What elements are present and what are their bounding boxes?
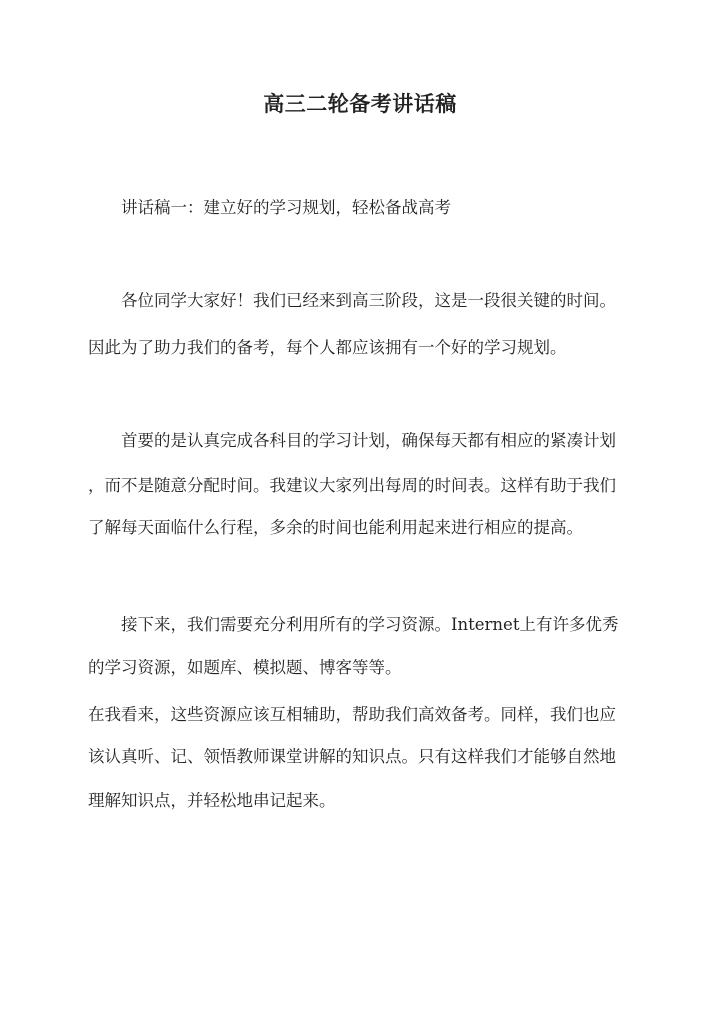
paragraph-line: 该认真听、记、领悟教师课堂讲解的知识点。只有这样我们才能够自然地 [88, 747, 616, 766]
paragraph-line: 因此为了助力我们的备考，每个人都应该拥有一个好的学习规划。 [88, 338, 567, 357]
paragraph-line: 接下来，我们需要充分利用所有的学习资源。Internet上有许多优秀 [121, 615, 619, 634]
paragraph-line: 各位同学大家好！我们已经来到高三阶段，这是一段很关键的时间。 [121, 291, 616, 310]
paragraph-line: ，而不是随意分配时间。我建议大家列出每周的时间表。这样有助于我们 [88, 476, 616, 495]
paragraph-line: 的学习资源，如题库、模拟题、博客等等。 [88, 658, 402, 677]
paragraph-line: 了解每天面临什么行程，多余的时间也能利用起来进行相应的提高。 [88, 518, 583, 537]
paragraph-line: 理解知识点，并轻松地串记起来。 [88, 791, 336, 810]
subtitle: 讲话稿一：建立好的学习规划，轻松备战高考 [121, 198, 451, 217]
paragraph-line: 首要的是认真完成各科目的学习计划，确保每天都有相应的紧凑计划 [121, 431, 616, 450]
document-title: 高三二轮备考讲话稿 [263, 91, 457, 116]
paragraph-line: 在我看来，这些资源应该互相辅助，帮助我们高效备考。同样，我们也应 [88, 705, 616, 724]
